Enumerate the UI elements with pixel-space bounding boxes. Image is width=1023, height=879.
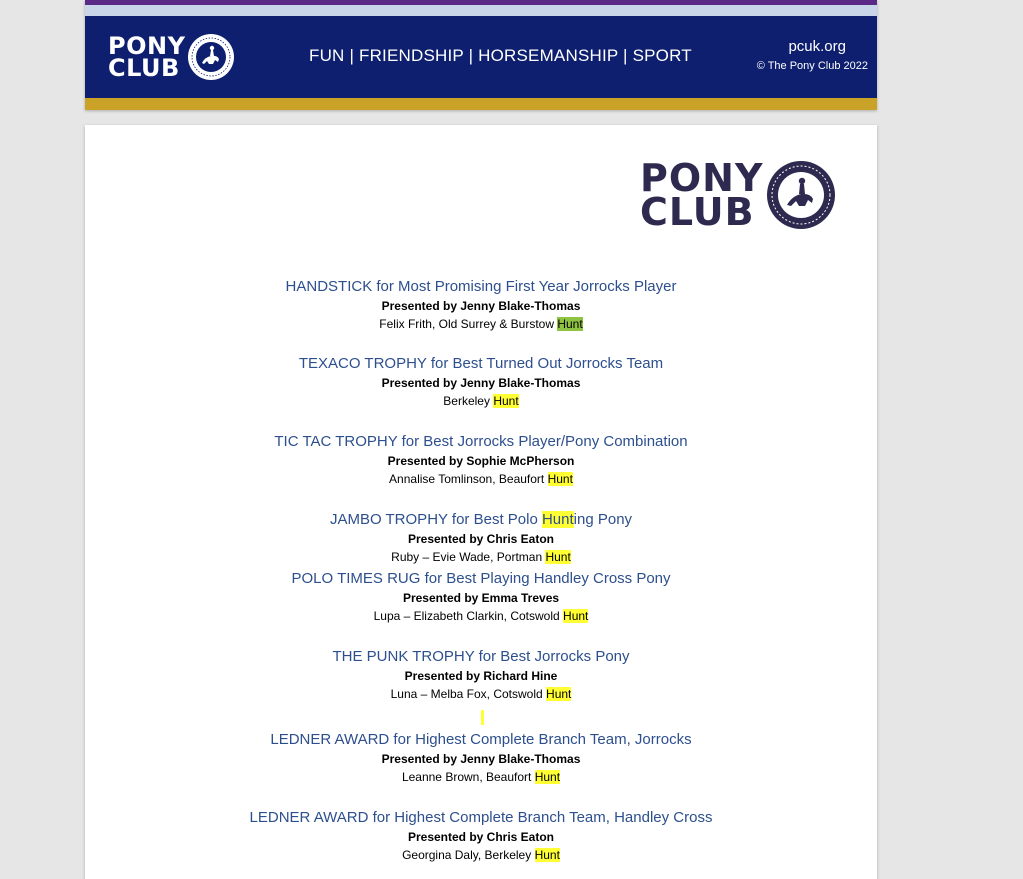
award-item: [85, 354, 877, 410]
footer-light-band: [85, 5, 877, 16]
award-winner-name: Ruby – Evie Wade, Portman: [391, 550, 546, 564]
stray-highlight-mark: [481, 710, 484, 725]
search-highlight: Hunt: [534, 848, 560, 862]
header-logo-wordmark: [640, 156, 764, 234]
award-title: TEXACO TROPHY for Best Turned Out Jorrocks Team: [298, 355, 664, 372]
award-item: [85, 730, 877, 786]
award-winner: [85, 768, 877, 786]
award-item: [85, 432, 877, 488]
award-winner-name: Berkeley: [443, 394, 494, 408]
award-winner: [85, 470, 877, 488]
award-winner: [85, 548, 877, 566]
award-presenter: Presented by Emma Treves: [402, 591, 560, 605]
footer-logo-line1: PONY: [108, 32, 186, 60]
award-item: [85, 808, 877, 864]
award-title-text-end: ing Pony: [573, 511, 633, 528]
award-winner-name: Leanne Brown, Beaufort: [401, 770, 535, 784]
award-winner: [85, 315, 877, 333]
pony-club-seal-icon: [765, 159, 837, 231]
document-page: [85, 125, 877, 879]
award-winner: [85, 846, 877, 864]
search-highlight: Hunt: [557, 317, 583, 331]
search-highlight: Hunt: [546, 687, 572, 701]
footer-copyright: © The Pony Club 2022: [756, 60, 868, 72]
award-presenter: Presented by Sophie McPherson: [387, 454, 575, 468]
footer-gold-band: [85, 98, 877, 110]
award-winner: [85, 607, 877, 625]
award-item: [85, 277, 877, 333]
award-presenter: Presented by Chris Eaton: [407, 830, 555, 844]
award-winner-name: Annalise Tomlinson, Beaufort: [389, 472, 548, 486]
footer-tagline: FUN | FRIENDSHIP | HORSEMANSHIP | SPORT: [309, 46, 692, 65]
award-title: HANDSTICK for Most Promising First Year Jorrocks Player: [285, 278, 677, 295]
previous-page-footer: [85, 0, 877, 110]
award-winner: [85, 685, 877, 703]
footer-site-link[interactable]: pcuk.org: [788, 38, 846, 55]
award-item: [85, 647, 877, 703]
award-title: POLO TIMES RUG for Best Playing Handley Cross Pony: [291, 570, 671, 587]
award-winner-name: Luna – Melba Fox, Cotswold: [390, 687, 547, 701]
award-title-text: JAMBO TROPHY for Best Polo: [329, 511, 542, 528]
award-presenter: Presented by Richard Hine: [404, 669, 558, 683]
footer-logo-line2: CLUB: [108, 54, 180, 82]
award-item: [85, 569, 877, 625]
header-pony-club-logo: [640, 156, 837, 234]
header-logo-line2: CLUB: [640, 190, 755, 234]
award-winner-name: Felix Frith, Old Surrey & Burstow: [379, 317, 558, 331]
award-winner: [85, 392, 877, 410]
award-winner-name: Georgina Daly, Berkeley: [402, 848, 535, 862]
award-title: TIC TAC TROPHY for Best Jorrocks Player/Pony Combination: [274, 433, 688, 450]
search-highlight: Hunt: [541, 511, 574, 528]
search-highlight: Hunt: [534, 770, 561, 784]
header-logo-line1: PONY: [640, 156, 764, 200]
award-presenter: Presented by Jenny Blake-Thomas: [381, 376, 581, 390]
footer-logo-wordmark: [108, 32, 186, 82]
award-title: LEDNER AWARD for Highest Complete Branch Team, Handley Cross: [249, 809, 713, 826]
award-item: [85, 510, 877, 566]
award-presenter: Presented by Chris Eaton: [407, 532, 555, 546]
search-highlight: Hunt: [493, 394, 519, 408]
search-highlight: Hunt: [545, 550, 571, 564]
search-highlight: Hunt: [547, 472, 573, 486]
award-winner-name: Lupa – Elizabeth Clarkin, Cotswold: [373, 609, 564, 623]
award-title: THE PUNK TROPHY for Best Jorrocks Pony: [332, 648, 630, 665]
footer-contact: [757, 38, 868, 72]
search-highlight: Hunt: [563, 609, 589, 623]
award-presenter: Presented by Jenny Blake-Thomas: [381, 299, 581, 313]
footer-pony-club-logo: [108, 33, 235, 81]
award-title: [85, 510, 877, 530]
award-title: LEDNER AWARD for Highest Complete Branch Team, Jorrocks: [270, 731, 692, 748]
pony-club-seal-icon: [187, 33, 235, 81]
footer-navy-band: [85, 16, 877, 98]
award-presenter: Presented by Jenny Blake-Thomas: [381, 752, 581, 766]
